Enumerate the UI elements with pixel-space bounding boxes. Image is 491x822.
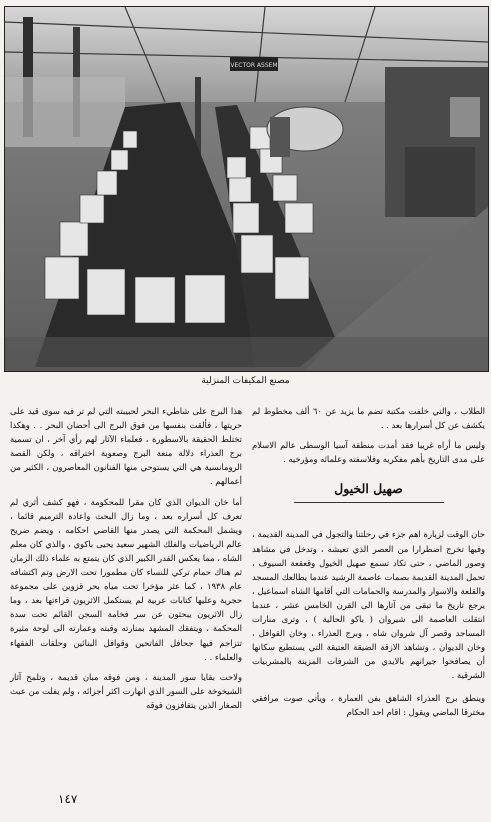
paragraph: ولاحت بقايا سور المدينة ، ومن فوقه مبان قديمة ، وتلمح آثار الشيخوخة على السور الذي انهارت اكثر أجزائه ، ولم يفلت من عبث الصغار الذين يتقافزون فوقه: [10, 671, 242, 710]
right-column: [252, 404, 485, 719]
paragraph: وليس ما أراه غريبا فقد أمدت منطقة آسيا الوسطى عالم الاسلام على مدى التاريخ بأهم مفكريه وفلاسفته وعلمائه ومؤرخيه .: [252, 440, 485, 465]
paragraph: وينطق برج العذراء الشاهق بفن العمارة ، ويأتي صوت مرافقي مخترقا الماضي ويقول : اقام احد الحكام: [252, 692, 485, 717]
factory-illustration: [5, 7, 488, 371]
left-column: [10, 404, 242, 712]
factory-photo: [4, 6, 489, 372]
section-title: صهيل الخيول: [334, 481, 403, 497]
page-number: ١٤٧: [58, 792, 78, 806]
paragraph: أما خان الديوان الذي كان مقرا للمحكومة ، فهو كشف أثري لم تعرف كل أسراره بعد ، وما زال البحث واعادة الترميم قائما ، ويشمل المحكمة التي يصدر منها القاضي احكامه ، ويضم ضريح عالم الرياضيات والفلك الشهير سعيد يحيى باكوي ، والذي كان معلم الشاه ، مما يعكس القدر الكبير الذي كان يتمتع به علماء ذلك الزمان ثم هناك حمام تركي للنساء كان مطمورا تحت الارض وتم اكتشافه عام ١٩٣٨ ، كما عثر مؤخرا تحت مياه بحر قزوين على مجموعة حجرية وعليها كتابات عربية لم يستكمل الاثريون قراءتها بعد ، وما زال الاثريون يبحثون عن سر فخامة السجن القائم تحت سدة المحكمة ، ويتفقك المشهد بمنارته وقبته وعمارته الى لوحة مثيرة تتزاحم فيها جحافل الفاتحين وقوافل البنائين وحلقات الفقهاء والعلماء . .: [10, 496, 243, 662]
photo-caption: مصنع المكيفات المنزلية: [201, 376, 290, 386]
paragraph: الطلاب ، والتي خلفت مكتبة تضم ما يزيد عن ٦٠ ألف مخطوط لم يكشف عن كل أسرارها بعد . .: [252, 406, 485, 431]
paragraph: حان الوقت لزيارة اهم جزء في رحلتنا والتجول في المدينة القديمة ، وفيها تخرج اضطرارا من العصر الذي تعيشه ، وتدخل في مشاهد وصور الماضي ، حتى تكاد تسمع صهيل الخيول وقعقعة السيوف ، تحمل المدينة القديمة بصمات عاصمة الرشيد عندما يطالعك المسجد والقلعة والاسوار والمدرسة والحمامات التي أقامها الشاه اسماعيل ، يرجع تاريخ ما تبقى من آثارها الى القرن الخامس عشر ، عندما انتقلت العاصمة الى شيروان ( باكو الحالية ) ، وترى منارات المساجد وقصر آل شروان شاه ، وبرج العذراء ، وخان القوافل ، وخان الديوان ، وتشاهد الازقة الضيقة العتيقة التي يستطيع سكانها أن يصافحوا جيرانهم بالايدي من الشرفات المزينة بالمشربيات الشرقية .: [252, 529, 485, 681]
paragraph: هذا البرج على شاطيء البحر لحبيبته التي لم تر فيه سوى قيد على حريتها ، فألقت بنفسها من فوق البرج الى أحضان البحر . . وهكذا تختلط الحقيقة بالاسطورة ، فعلماء الآثار لهم رأي آخر ، ان تسمية برج العذراء دلالة منعة البرج وصعوبة اختراقه ، ولكن القصة الرومانسية هي التي يستوحي منها الفنانون المعاصرون ، الكثير من أعمالهم .: [10, 406, 242, 487]
section-divider: [294, 502, 444, 503]
factory-sign-text: VECTOR ASSEM: [230, 62, 278, 69]
